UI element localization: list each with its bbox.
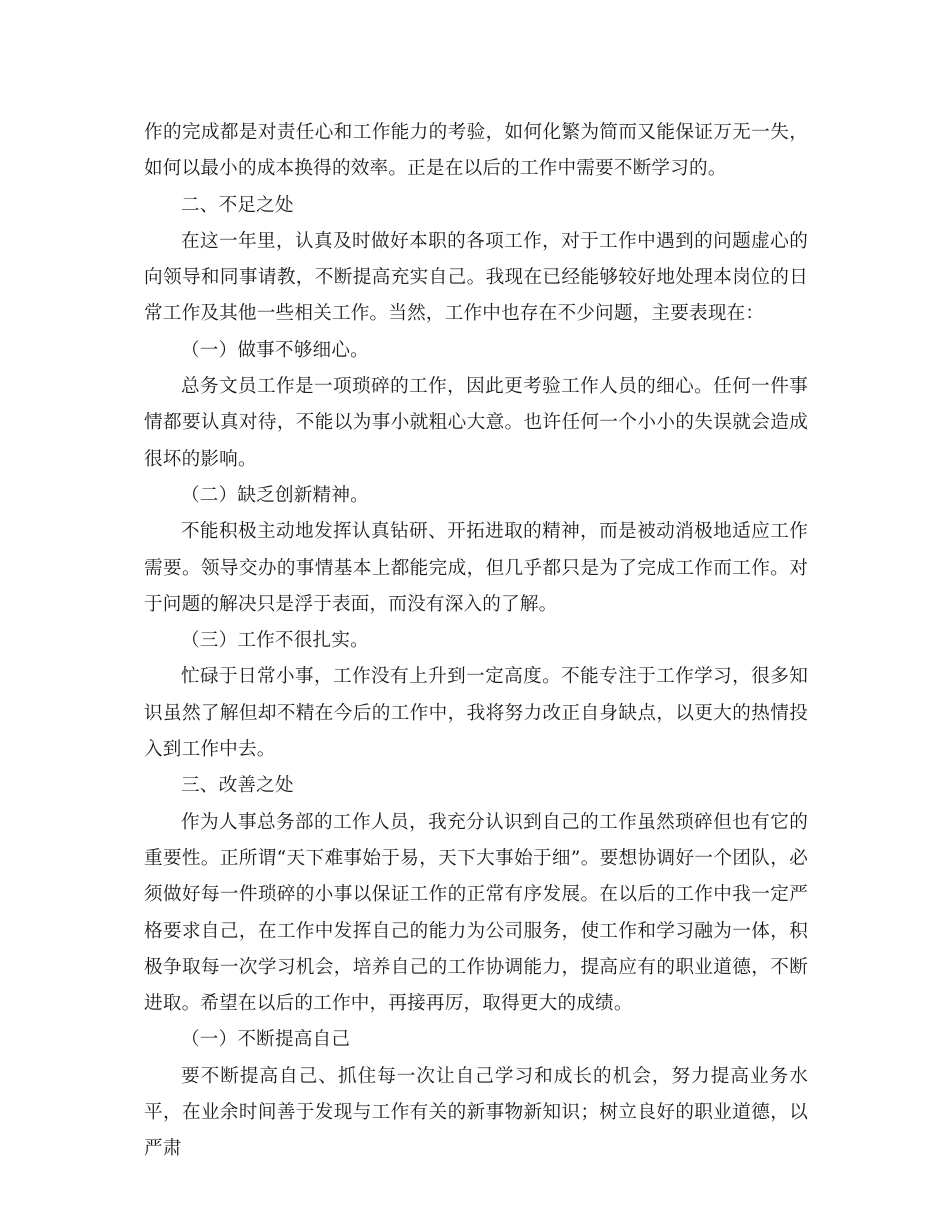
- document-body: [144, 115, 808, 1168]
- section-heading-improvements: 三、改善之处: [181, 775, 294, 797]
- paragraph: 要不断提高自己、抓住每一次让自己学习和成长的机会，努力提高业务水平，在业余时间善于发现与工作有关的新事物新知识；树立良好的职业道德，以严肃: [144, 1065, 808, 1160]
- section-heading-shortcomings: 二、不足之处: [181, 194, 294, 216]
- paragraph: 在这一年里，认真及时做好本职的各项工作，对于工作中遇到的问题虚心的向领导和同事请教，不断提高充实自己。我现在已经能够较好地处理本岗位的日常工作及其他一些相关工作。当然，工作中也存在不少问题，主要表现在：: [144, 230, 808, 325]
- subsection-heading: （一）做事不够细心。: [181, 339, 369, 361]
- paragraph: 不能积极主动地发挥认真钻研、开拓进取的精神，而是被动消极地适应工作需要。领导交办的事情基本上都能完成，但几乎都只是为了完成工作而工作。对于问题的解决只是浮于表面，而没有深入的了解。: [144, 521, 808, 615]
- paragraph: 总务文员工作是一项琐碎的工作，因此更考验工作人员的细心。任何一件事情都要认真对待，不能以为事小就粗心大意。也许任何一个小小的失误就会造成很坏的影响。: [144, 376, 808, 470]
- paragraph: 作为人事总务部的工作人员，我充分认识到自己的工作虽然琐碎但也有它的重要性。正所谓“天下难事始于易，天下大事始于细”。要想协调好一个团队，必须做好每一件琐碎的小事以保证工作的正常有序发展。在以后的工作中我一定严格要求自己，在工作中发挥自己的能力为公司服务，使工作和学习融为一体，积极争取每一次学习机会，培养自己的工作协调能力，提高应有的职业道德，不断进取。希望在以后的工作中，再接再厉，取得更大的成绩。: [144, 811, 808, 1015]
- subsection-heading: （三）工作不很扎实。: [181, 630, 369, 652]
- paragraph-continuation: 作的完成都是对责任心和工作能力的考验，如何化繁为简而又能保证万无一失，如何以最小的成本换得的效率。正是在以后的工作中需要不断学习的。: [144, 122, 808, 180]
- subsection-heading: （一）不断提高自己: [181, 1029, 351, 1051]
- subsection-heading: （二）缺乏创新精神。: [181, 484, 369, 506]
- paragraph: 忙碌于日常小事，工作没有上升到一定高度。不能专注于工作学习，很多知识虽然了解但却不精在今后的工作中，我将努力改正自身缺点，以更大的热情投入到工作中去。: [144, 666, 808, 761]
